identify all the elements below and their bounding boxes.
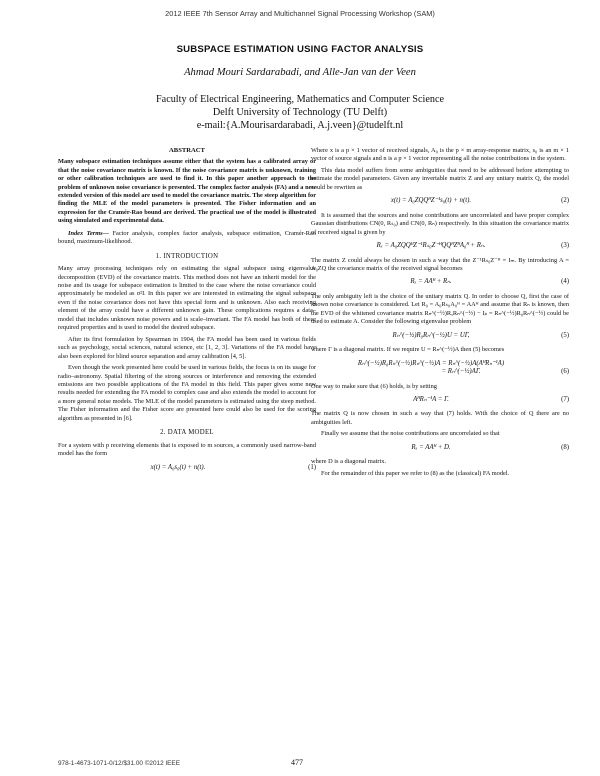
right-column xyxy=(311,147,569,481)
right-paragraph-8: The matrix Q is now chosen in such a way that (7) holds. With the choice of Q there are no ambiguities left. xyxy=(311,410,569,426)
equation-1-body: x(t) = A₀s₀(t) + n(t). xyxy=(150,463,206,471)
equation-3-body: Rₓ = A₀ZQQᴴZ⁻¹Rₛ₀Z⁻ᴴQQᴴZᴴA₀ᴴ + Rₙ. xyxy=(376,242,486,250)
equation-6-number: (6) xyxy=(561,368,569,376)
right-paragraph-9: Finally we assume that the noise contributions are uncorrelated so that xyxy=(321,430,500,438)
affiliation-line2: Delft University of Technology (TU Delft) xyxy=(212,107,388,118)
equation-2 xyxy=(311,197,569,205)
equation-6-line1: Rₙ^(−½)R₀Rₙ^(−½)Rₙ^(−½)A = Rₙ^(−½)A(AᴴRₙ⁻¹A) xyxy=(357,359,505,367)
page-number: 477 xyxy=(291,758,303,767)
abstract-heading: ABSTRACT xyxy=(169,147,205,154)
equation-1-number: (1) xyxy=(308,463,316,471)
right-paragraph-5: The only ambiguity left is the choice of the unitary matrix Q. In order to choose Q, first the case of known noise covariance is considered. Let R₀ = A₀Rₛ₀A₀ᴴ = AAᴴ and assume that Rₙ is known, then the EVD of the whitened covariance matrix Rₙ^(−½)RₓRₙ^(−½) − Iₚ = Rₙ^(−½)R₀Rₙ^(−½) could be used to estimate A. Consider the following eigenvalue problem xyxy=(311,292,569,326)
equation-6-line2: = Rₙ^(−½)AΓ. xyxy=(441,368,481,376)
equation-5-number: (5) xyxy=(561,331,569,339)
conference-header: 2012 IEEE 7th Sensor Array and Multichannel Signal Processing Workshop (SAM) xyxy=(165,9,435,18)
equation-6-body xyxy=(311,360,551,377)
equation-5 xyxy=(311,332,569,340)
equation-7-body: AᴴRₙ⁻¹A = Γ. xyxy=(413,395,449,403)
index-terms-text: Factor analysis, complex factor analysis, subspace estimation, Cramér-Rao bound, maximum-likelihood. xyxy=(58,229,316,246)
affiliation xyxy=(0,93,600,132)
right-paragraph-2: This data model suffers from some ambiguities that need to be addressed before attempting to estimate the model parameters. Given any invertable matrix Z and any unitary matrix Q, the model could be rewriten as xyxy=(311,166,569,191)
equation-5-body: Rₙ^(−½)R₀Rₙ^(−½)U = UΓ, xyxy=(392,331,470,339)
equation-6 xyxy=(311,360,569,377)
equation-8 xyxy=(311,444,569,452)
equation-8-number: (8) xyxy=(561,443,569,451)
equation-4 xyxy=(311,278,569,286)
right-paragraph-3: It is assumed that the sources and noise contributions are uncorrelated and have proper complex Gaussian distributions CN(0, Rₛ₀) and CN(0, Rₙ) respectively. In this situation the covariance matrix of received signal is given by xyxy=(311,211,569,236)
index-terms xyxy=(58,230,316,247)
left-column xyxy=(58,147,316,478)
equation-7 xyxy=(311,396,569,404)
equation-8-body: Rₓ = AAᴴ + D. xyxy=(411,443,451,451)
sec1-paragraph-2: After its first formulation by Spearman in 1904, the FA model has been used in various fields such as psychology, social sciences, natural science, etc [1, 2, 3]. Variations of the FA model have also been explored for blind source separation and array calibration [4, 5]. xyxy=(58,335,316,360)
right-paragraph-1: Where x is a p × 1 vector of received signals, A₀ is the p × m array-response matrix, s₀ is an m × 1 vector of source signals and n is a p × 1 vector representing all the noise contributions in the system. xyxy=(311,147,569,163)
sec2-paragraph-1: For a system with p receiving elements that is exposed to m sources, a commonly used narrow-band model has the form xyxy=(58,441,316,458)
equation-2-body: x(t) = A₀ZQQᴴZ⁻¹s₀(t) + n(t). xyxy=(390,197,472,205)
equation-3 xyxy=(311,242,569,250)
affiliation-line1: Faculty of Electrical Engineering, Mathematics and Computer Science xyxy=(156,94,444,105)
authors: Ahmad Mouri Sardarabadi, and Alle-Jan van der Veen xyxy=(184,67,416,78)
equation-2-number: (2) xyxy=(561,197,569,205)
sec1-paragraph-3: Even though the work presented here could be used in various fields, the focus is on its usage for radio–astronomy. Spatial filtering of the strong sources or interference and removing the extended emissions are two possible applications of the FA model in this field. This paper gives some new results needed for extending the FA model to complex case and also extends the model to account for a more general noise models. The MLE of the model parameters is estimated using the steep method. The Fisher information and the Fisher score are presented here could also be used for the scoring algorithm as presented in [6]. xyxy=(58,364,316,422)
section-1-heading: 1. INTRODUCTION xyxy=(155,252,219,260)
right-paragraph-11: For the remainder of this paper we refer to (8) as the (classical) FA model. xyxy=(321,469,510,477)
footer-isbn: 978-1-4673-1071-0/12/$31.00 ©2012 IEEE xyxy=(58,760,180,767)
sec1-paragraph-1: Many array processing techniques rely on estimating the signal subspace using eigenvalue decomposition (EVD) of the covariance matrix. This method does not have an inherit model for the noise and its usage for subspace estimation is limited to the case where the noise covariance could approximately be modeled as σ²I. In this paper we are interested in estimating the signal subspace even if the noise covariance does not have this special form and is unknown. Also each receiving element of the array could have a different unknown gain. These complications requires a data–model that includes unknown noise powers and is scale–invariant. The FA model has both of these required properties and is used to model the desired subspace. xyxy=(58,265,316,332)
equation-3-number: (3) xyxy=(561,242,569,250)
paper-title: SUBSPACE ESTIMATION USING FACTOR ANALYSIS xyxy=(176,44,424,55)
equation-1 xyxy=(58,464,316,472)
right-paragraph-4: The matrix Z could always be chosen in such a way that the Z⁻¹Rₛ₀Z⁻ᴴ = Iₘ. By introducing A = A₀ZQ the covariance matrix of the received signal becomes xyxy=(311,256,569,272)
section-2-heading: 2. DATA MODEL xyxy=(160,429,214,437)
equation-7-number: (7) xyxy=(561,395,569,403)
equation-4-body: Rₓ = AAᴴ + Rₙ. xyxy=(410,278,452,286)
abstract-text: Many subspace estimation techniques assume either that the system has a calibrated array or that the noise covariance matrix is known. If the noise covariance matrix is unknown, training or other calibration techniques are used to find it. In this paper another approach to the problem of unknown noise covariance is presented. The complex factor analysis (FA) and a new extended version of this model are used to model the covariance matrix. The steep algorithm for finding the MLE of the model parameters is presented. The Fisher information and an expression for the Cramér-Rao bound are derived. The practical use of the model is illustrated using simulated and experimental data. xyxy=(58,158,316,225)
right-paragraph-7: One way to make sure that (6) holds, is by setting xyxy=(311,382,437,390)
affiliation-email: e-mail:{A.Mourisardarabadi, A.j.veen}@tudelft.nl xyxy=(196,120,404,131)
right-paragraph-10: where D is a diagonal matrix. xyxy=(311,458,387,466)
index-terms-label: Index Terms— xyxy=(68,229,109,237)
equation-4-number: (4) xyxy=(561,278,569,286)
right-paragraph-6: where Γ is a diagonal matrix. If we require U = Rₙ^(−½)A then (5) becomes xyxy=(311,346,505,354)
